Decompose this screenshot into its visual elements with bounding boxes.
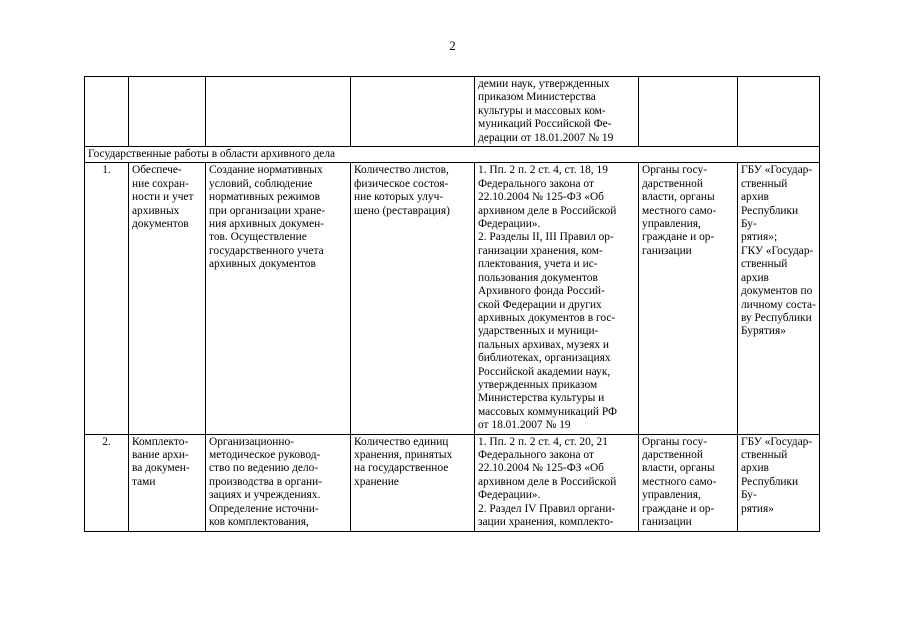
cell-num: 2. <box>85 434 129 531</box>
cell-organization <box>738 77 820 147</box>
cell-content: Создание нормативных условий, соблюдение нормативных режимов при организации хране- ния архивных докумен- тов. Осуществление государственного учета архивных документов <box>206 163 351 434</box>
table-row <box>85 434 820 531</box>
cell-indicator <box>351 77 475 147</box>
cell-legal-basis: 1. Пп. 2 п. 2 ст. 4, ст. 18, 19 Федерального закона от 22.10.2004 № 125-ФЗ «Об архивном деле в Российской Федерации». 2. Разделы II, III Правил ор- ганизации хранения, ком- плектования, учета и ис- пользования документов Архивного фонда Россий- ской Федерации и других архивных документов в гос- ударственных и муници- пальных архивах, музеях и библиотеках, организациях Российской академии наук, утвержденных приказом Министерства культуры и массовых коммуникаций РФ от 18.01.2007 № 19 <box>475 163 639 434</box>
cell-legal-basis: демии наук, утвержденных приказом Министерства культуры и массовых ком- муникаций Российской Фе- дерации от 18.01.2007 № 19 <box>475 77 639 147</box>
cell-indicator: Количество листов, физическое состоя- ние которых улуч- шено (реставрация) <box>351 163 475 434</box>
cell-work: Комплекто- вание архи- ва докумен- тами <box>129 434 206 531</box>
cell-organization: ГБУ «Государ- ственный архив Республики Бу- рятия» <box>738 434 820 531</box>
section-heading: Государственные работы в области архивного дела <box>85 147 820 163</box>
cell-work <box>129 77 206 147</box>
page-number: 2 <box>449 38 456 53</box>
cell-legal-basis: 1. Пп. 2 п. 2 ст. 4, ст. 20, 21 Федерального закона от 22.10.2004 № 125-ФЗ «Об архивном деле в Российской Федерации». 2. Раздел IV Правил органи- зации хранения, комплекто- <box>475 434 639 531</box>
cell-num <box>85 77 129 147</box>
table-row <box>85 77 820 147</box>
cell-organization: ГБУ «Государ- ственный архив Республики Бу- рятия»; ГКУ «Государ- ственный архив документов по личному соста- ву Республики Бурятия» <box>738 163 820 434</box>
cell-authority: Органы госу- дарственной власти, органы местного само- управления, граждане и ор- ганизации <box>639 434 738 531</box>
cell-content: Организационно- методическое руковод- ство по ведению дело- производства в органи- зациях и учреждениях. Определение источни- ков комплектования, <box>206 434 351 531</box>
cell-work: Обеспече- ние сохран- ности и учет архивных документов <box>129 163 206 434</box>
table-row <box>85 163 820 434</box>
cell-indicator: Количество единиц хранения, принятых на государственное хранение <box>351 434 475 531</box>
cell-num: 1. <box>85 163 129 434</box>
cell-authority: Органы госу- дарственной власти, органы местного само- управления, граждане и ор- ганизации <box>639 163 738 434</box>
works-table <box>84 76 820 532</box>
section-row <box>85 147 820 163</box>
cell-content <box>206 77 351 147</box>
cell-authority <box>639 77 738 147</box>
